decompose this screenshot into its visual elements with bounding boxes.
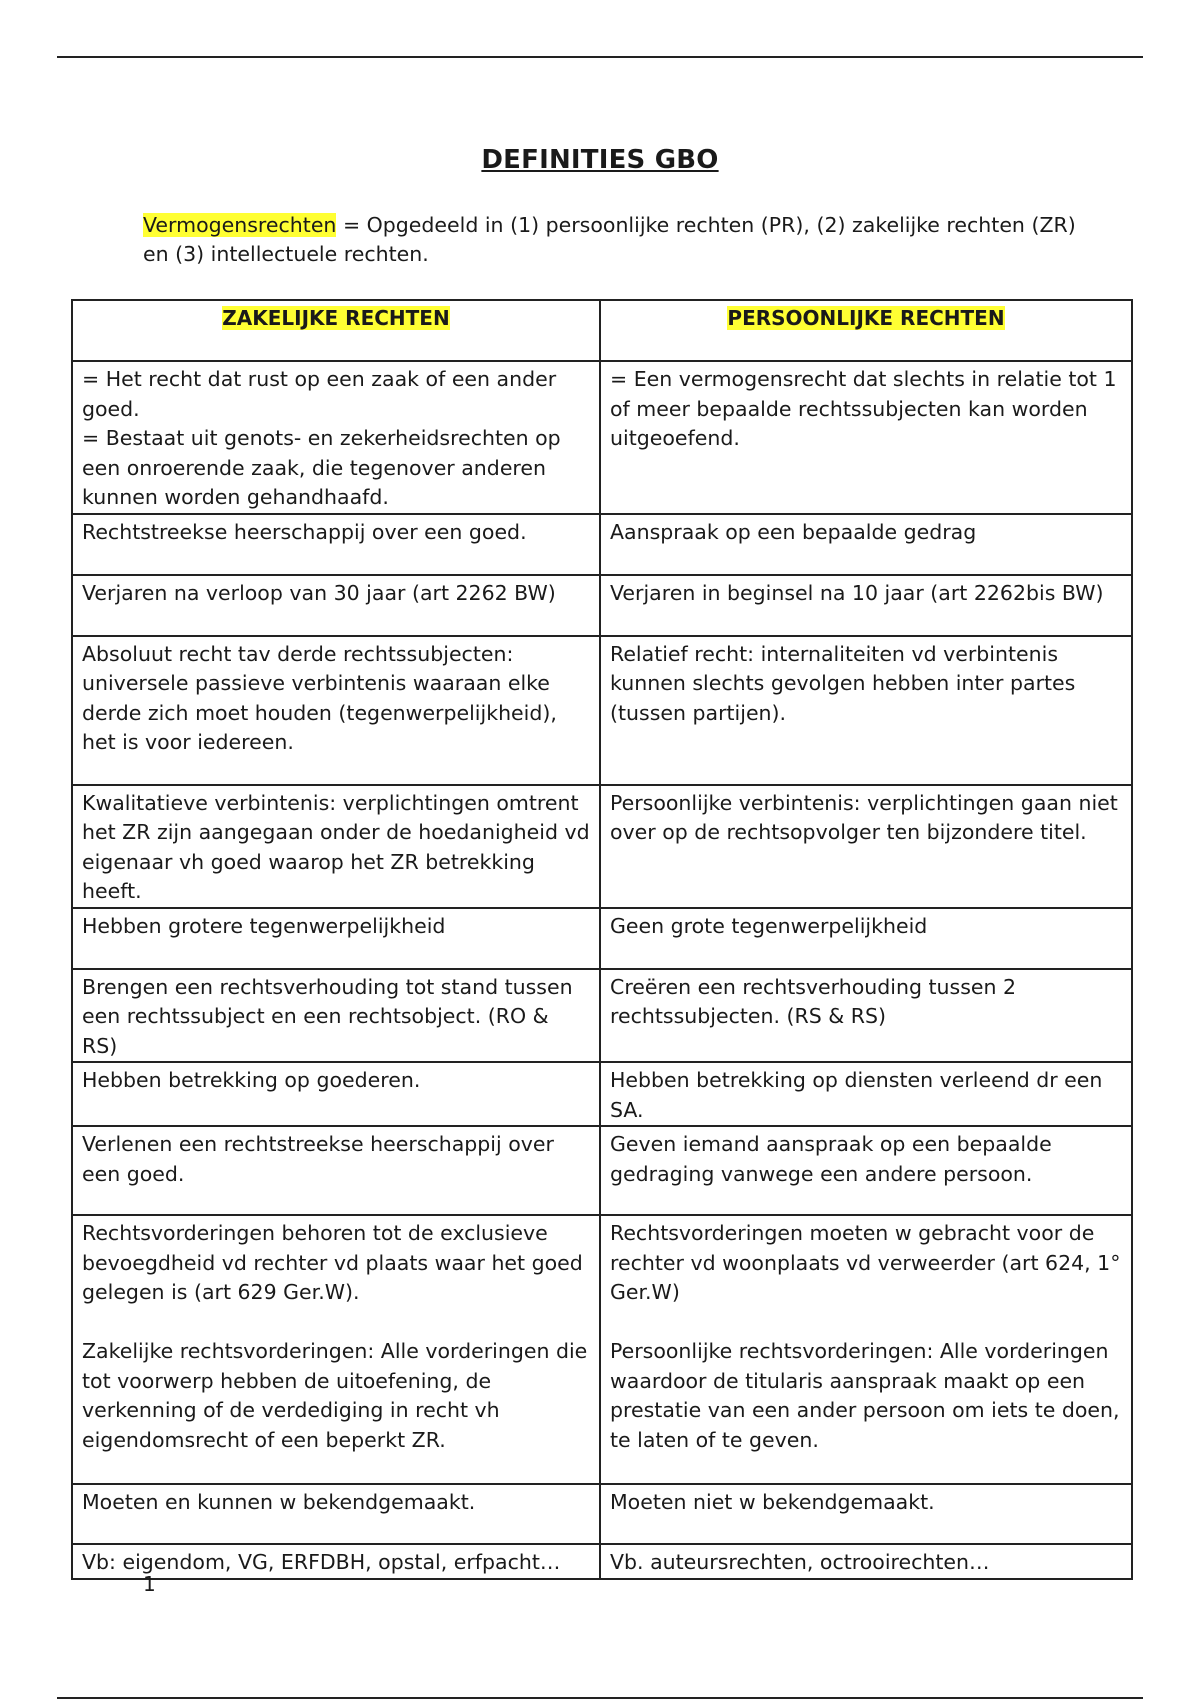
table-header-row [72, 300, 1132, 361]
cell-text: Brengen een rechtsverhouding tot stand tussen een rechtssubject en een rechtsobject. (RO & RS) [82, 974, 573, 1058]
cell-text: Zakelijke rechtsvorderingen: Alle vorderingen die tot voorwerp hebben de uitoefening, de verkenning of de verdediging in recht vh eigendomsrecht of een beperkt ZR. [82, 1339, 588, 1452]
cell-text: = Het recht dat rust op een zaak of een ander goed. [82, 367, 557, 421]
table-row [72, 785, 1132, 908]
cell-persoonlijk [600, 785, 1132, 908]
intro-paragraph [143, 211, 1103, 269]
rights-comparison-table [71, 299, 1133, 1580]
table-row [72, 969, 1132, 1063]
table-row [72, 908, 1132, 969]
cell-persoonlijk [600, 908, 1132, 969]
cell-text: Persoonlijke rechtsvorderingen: Alle vorderingen waardoor de titularis aanspraak maakt op een prestatie van een ander persoon om iets te doen, te laten of te geven. [610, 1339, 1120, 1452]
table-row [72, 1544, 1132, 1579]
cell-zakelijk [72, 1126, 600, 1215]
cell-text: Rechtstreekse heerschappij over een goed. [82, 519, 527, 544]
highlighted-term: Vermogensrechten [143, 213, 337, 237]
table-row [72, 1484, 1132, 1544]
cell-persoonlijk [600, 514, 1132, 575]
cell-text: Verlenen een rechtstreekse heerschappij over een goed. [82, 1132, 554, 1186]
cell-persoonlijk [600, 1126, 1132, 1215]
table-row [72, 1062, 1132, 1126]
cell-zakelijk [72, 636, 600, 785]
cell-text: Rechtsvorderingen moeten w gebracht voor de rechter vd woonplaats vd verweerder (art 624, 1° Ger.W) [610, 1221, 1121, 1304]
cell-text: Persoonlijke verbintenis: verplichtingen gaan niet over op de rechtsopvolger ten bijzondere titel. [610, 790, 1118, 844]
cell-text: Verjaren in beginsel na 10 jaar (art 2262bis BW) [610, 580, 1104, 605]
cell-persoonlijk [600, 969, 1132, 1063]
cell-text: Absoluut recht tav derde rechtssubjecten: universele passieve verbintenis waaraan elke derde zich moet houden (tegenwerpelijkheid), het is voor iedereen. [82, 641, 557, 754]
cell-text: = Een vermogensrecht dat slechts in relatie tot 1 of meer bepaalde rechtssubjecten kan worden uitgeoefend. [610, 367, 1117, 450]
cell-zakelijk [72, 1484, 600, 1544]
cell-persoonlijk [600, 575, 1132, 636]
cell-text: Kwalitatieve verbintenis: verplichtingen omtrent het ZR zijn aangegaan onder de hoedanigheid vd eigenaar vh goed waarop het ZR betrekking heeft. [82, 790, 590, 903]
cell-text: Hebben betrekking op diensten verleend dr een SA. [610, 1068, 1103, 1122]
cell-zakelijk [72, 908, 600, 969]
table-row [72, 514, 1132, 575]
cell-text: = Bestaat uit genots- en zekerheidsrechten op een onroerende zaak, die tegenover anderen kunnen worden gehandhaafd. [82, 426, 561, 509]
cell-zakelijk [72, 785, 600, 908]
cell-persoonlijk [600, 1544, 1132, 1579]
cell-zakelijk [72, 969, 600, 1063]
header-persoonlijke-rechten: PERSOONLIJKE RECHTEN [600, 300, 1132, 361]
cell-text: Relatief recht: internaliteiten vd verbintenis kunnen slechts gevolgen hebben inter partes (tussen partijen). [610, 641, 1076, 725]
cell-text: Aanspraak op een bepaalde gedrag [610, 519, 977, 544]
cell-persoonlijk [600, 1062, 1132, 1126]
cell-text: Vb: eigendom, VG, ERFDBH, opstal, erfpacht… [82, 1550, 561, 1574]
table-row [72, 575, 1132, 636]
table-row [72, 636, 1132, 785]
cell-zakelijk [72, 361, 600, 514]
cell-persoonlijk [600, 1484, 1132, 1544]
cell-text: Rechtsvorderingen behoren tot de exclusieve bevoegdheid vd rechter vd plaats waar het goed gelegen is (art 629 Ger.W). [82, 1221, 583, 1304]
cell-text: Hebben grotere tegenwerpelijkheid [82, 913, 446, 938]
cell-text: Moeten en kunnen w bekendgemaakt. [82, 1490, 476, 1514]
page-title: DEFINITIES GBO [481, 145, 719, 175]
cell-zakelijk [72, 1215, 600, 1484]
cell-text: Verjaren na verloop van 30 jaar (art 2262 BW) [82, 580, 556, 605]
cell-persoonlijk [600, 636, 1132, 785]
cell-text: Geen grote tegenwerpelijkheid [610, 913, 928, 938]
cell-zakelijk [72, 1062, 600, 1126]
cell-text: Vb. auteursrechten, octrooirechten… [610, 1550, 990, 1574]
table-row [72, 361, 1132, 514]
intro-text: = Opgedeeld in (1) persoonlijke rechten (PR), (2) zakelijke rechten (ZR) en (3) intellectuele rechten. [143, 213, 1076, 266]
cell-text: Moeten niet w bekendgemaakt. [610, 1490, 935, 1514]
table-row [72, 1126, 1132, 1215]
cell-zakelijk [72, 575, 600, 636]
cell-persoonlijk [600, 1215, 1132, 1484]
cell-text: Hebben betrekking op goederen. [82, 1068, 421, 1092]
cell-text: Geven iemand aanspraak op een bepaalde gedraging vanwege een andere persoon. [610, 1132, 1052, 1186]
cell-zakelijk [72, 514, 600, 575]
page-number: 1 [143, 1572, 156, 1596]
header-zakelijke-rechten: ZAKELIJKE RECHTEN [72, 300, 600, 361]
cell-text: Creëren een rechtsverhouding tussen 2 rechtssubjecten. (RS & RS) [610, 974, 1017, 1028]
table-row [72, 1215, 1132, 1484]
header-rule [57, 56, 1143, 58]
footer-rule [57, 1697, 1143, 1699]
cell-persoonlijk [600, 361, 1132, 514]
